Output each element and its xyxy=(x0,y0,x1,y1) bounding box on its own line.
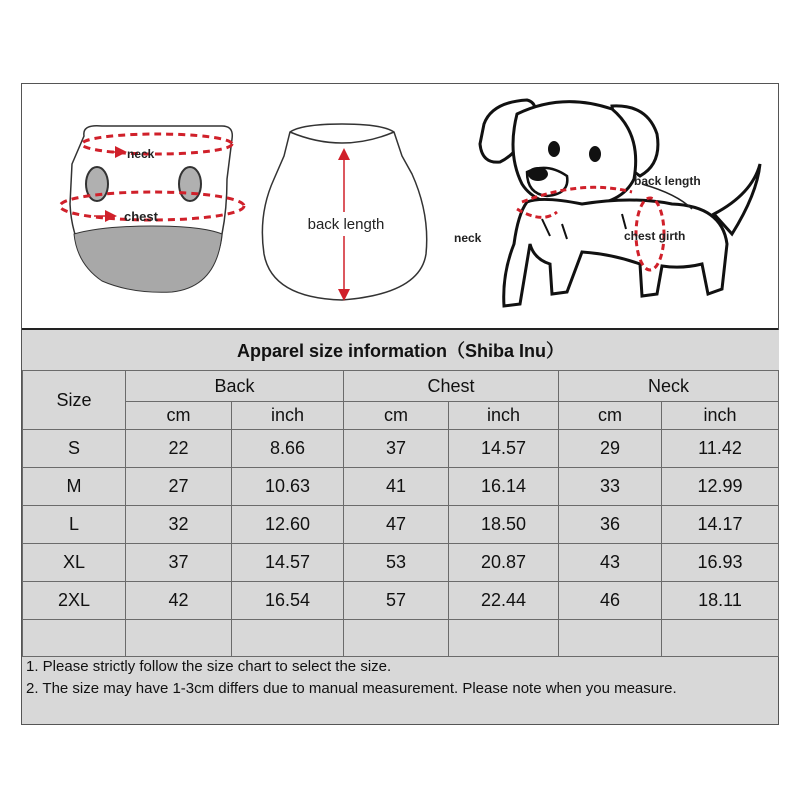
unit-header: cm xyxy=(559,402,662,430)
front-neck-label: neck xyxy=(127,147,155,161)
empty-cell xyxy=(559,620,662,657)
empty-cell xyxy=(449,620,559,657)
value-cell: 22.44 xyxy=(449,582,559,620)
size-cell: S xyxy=(23,430,126,468)
value-cell: 16.93 xyxy=(662,544,779,582)
front-chest-label: chest xyxy=(124,209,158,224)
unit-header: cm xyxy=(344,402,449,430)
empty-cell xyxy=(662,620,779,657)
table-row xyxy=(23,468,779,506)
value-cell: 12.60 xyxy=(232,506,344,544)
dog-neck-label: neck xyxy=(454,231,482,245)
value-cell: 27 xyxy=(126,468,232,506)
value-cell: 37 xyxy=(126,544,232,582)
size-table-area xyxy=(22,328,778,724)
size-chart-frame xyxy=(21,83,779,725)
value-cell: 22 xyxy=(126,430,232,468)
value-cell: 16.54 xyxy=(232,582,344,620)
value-cell: 11.42 xyxy=(662,430,779,468)
value-cell: 29 xyxy=(559,430,662,468)
table-title: Apparel size information（Shiba Inu） xyxy=(23,330,779,371)
empty-cell xyxy=(232,620,344,657)
value-cell: 32 xyxy=(126,506,232,544)
empty-row xyxy=(23,620,779,657)
group-header-back: Back xyxy=(126,371,344,402)
note-line: 2. The size may have 1-3cm differs due to manual measurement. Please note when you measure. xyxy=(26,680,677,697)
value-cell: 14.57 xyxy=(232,544,344,582)
size-cell: M xyxy=(23,468,126,506)
empty-cell xyxy=(344,620,449,657)
value-cell: 10.63 xyxy=(232,468,344,506)
value-cell: 14.57 xyxy=(449,430,559,468)
value-cell: 41 xyxy=(344,468,449,506)
back-garment-drawing xyxy=(262,124,426,301)
value-cell: 16.14 xyxy=(449,468,559,506)
value-cell: 20.87 xyxy=(449,544,559,582)
group-header-neck: Neck xyxy=(559,371,779,402)
value-cell: 46 xyxy=(559,582,662,620)
value-cell: 8.66 xyxy=(232,430,344,468)
note-line: 1. Please strictly follow the size chart to select the size. xyxy=(26,658,392,675)
size-header: Size xyxy=(23,371,126,430)
unit-header: cm xyxy=(126,402,232,430)
front-garment-drawing xyxy=(60,126,244,293)
value-cell: 33 xyxy=(559,468,662,506)
table-row xyxy=(23,582,779,620)
table-row xyxy=(23,544,779,582)
value-cell: 37 xyxy=(344,430,449,468)
value-cell: 14.17 xyxy=(662,506,779,544)
unit-header: inch xyxy=(449,402,559,430)
unit-header: inch xyxy=(232,402,344,430)
measurement-illustration xyxy=(22,84,778,328)
value-cell: 53 xyxy=(344,544,449,582)
size-table xyxy=(22,330,779,657)
value-cell: 57 xyxy=(344,582,449,620)
empty-cell xyxy=(23,620,126,657)
back-length-label: back length xyxy=(307,216,385,233)
value-cell: 42 xyxy=(126,582,232,620)
value-cell: 36 xyxy=(559,506,662,544)
size-cell: XL xyxy=(23,544,126,582)
value-cell: 18.50 xyxy=(449,506,559,544)
table-row xyxy=(23,430,779,468)
value-cell: 18.11 xyxy=(662,582,779,620)
value-cell: 43 xyxy=(559,544,662,582)
size-cell: 2XL xyxy=(23,582,126,620)
size-cell: L xyxy=(23,506,126,544)
value-cell: 12.99 xyxy=(662,468,779,506)
group-header-chest: Chest xyxy=(344,371,559,402)
notes xyxy=(22,656,778,700)
value-cell: 47 xyxy=(344,506,449,544)
table-row xyxy=(23,506,779,544)
empty-cell xyxy=(126,620,232,657)
unit-header: inch xyxy=(662,402,779,430)
dog-chest-girth-label: chest girth xyxy=(624,229,686,243)
dog-drawing xyxy=(454,100,760,306)
dog-back-length-label: back length xyxy=(634,174,701,188)
